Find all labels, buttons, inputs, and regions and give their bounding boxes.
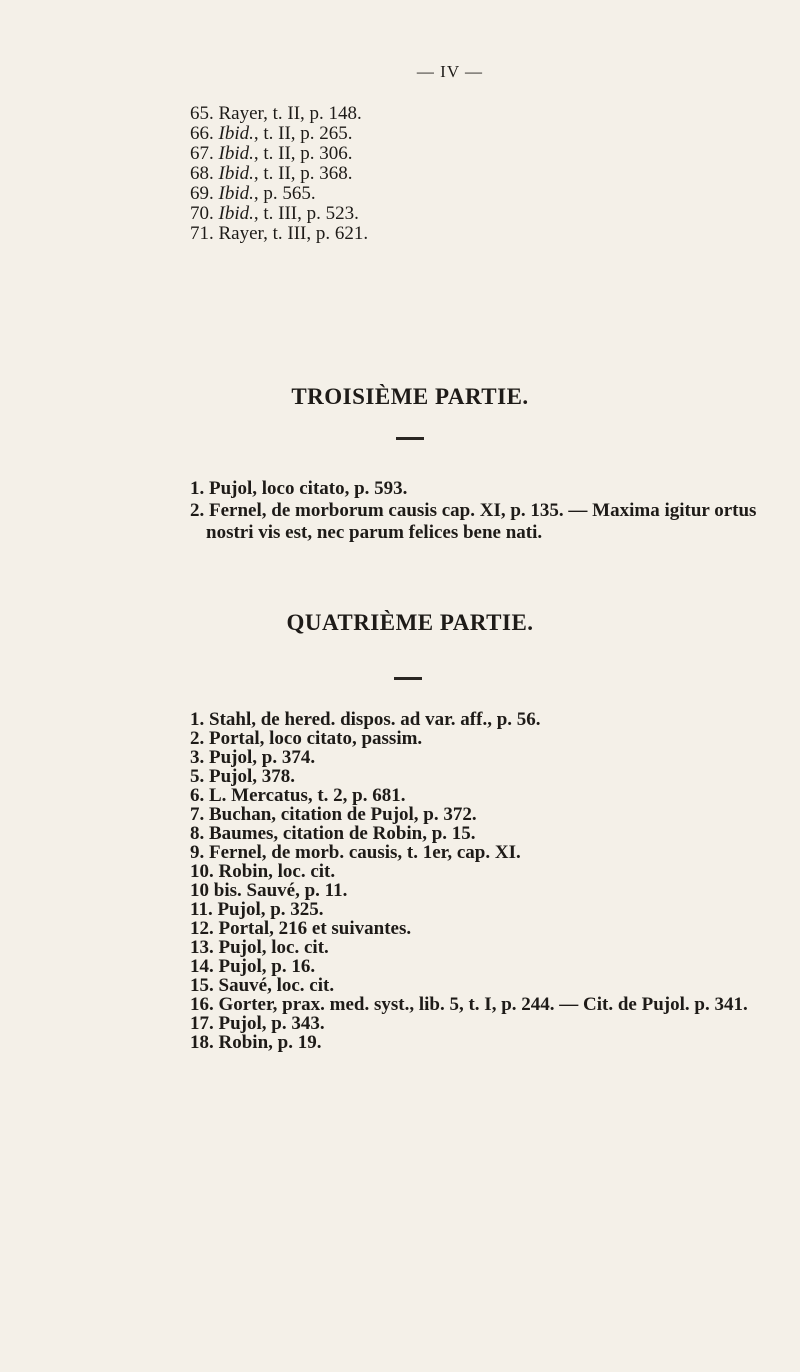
list-item: 1. Pujol, loco citato, p. 593. [190, 478, 408, 499]
list-item: 69. Ibid., p. 565. [190, 183, 316, 204]
section-title-part4: QUATRIÈME PARTIE. [286, 610, 534, 635]
list-item: 15. Sauvé, loc. cit. [190, 975, 335, 996]
list-item: 70. Ibid., t. III, p. 523. [190, 203, 359, 224]
list-item: 16. Gorter, prax. med. syst., lib. 5, t. I, p. 244. — Cit. de Pujol. p. 341. [190, 994, 748, 1015]
section-divider [394, 677, 422, 680]
list-item: 67. Ibid., t. II, p. 306. [190, 143, 353, 164]
list-item: 2. Fernel, de morborum causis cap. XI, p. 135. — Maxima igitur ortus nostri vis est, nec parum felices bene nati. [190, 500, 757, 543]
list-item: 7. Buchan, citation de Pujol, p. 372. [190, 804, 477, 825]
list-item: 66. Ibid., t. II, p. 265. [190, 123, 353, 144]
list-item: 68. Ibid., t. II, p. 368. [190, 163, 353, 184]
list-item: 12. Portal, 216 et suivantes. [190, 918, 412, 939]
part3-notes [190, 478, 770, 544]
section-title-part3: TROISIÈME PARTIE. [291, 384, 529, 409]
running-head: — IV — [416, 62, 484, 81]
list-item: 14. Pujol, p. 16. [190, 956, 316, 977]
list-item: 8. Baumes, citation de Robin, p. 15. [190, 823, 476, 844]
list-item: 6. L. Mercatus, t. 2, p. 681. [190, 785, 406, 806]
list-item: 1. Stahl, de hered. dispos. ad var. aff., p. 56. [190, 709, 541, 730]
list-item: 9. Fernel, de morb. causis, t. 1er, cap. XI. [190, 842, 521, 863]
list-item: 2. Portal, loco citato, passim. [190, 728, 423, 749]
list-item: 65. Rayer, t. II, p. 148. [190, 103, 362, 124]
top-list [190, 104, 770, 244]
list-item: 10 bis. Sauvé, p. 11. [190, 880, 348, 901]
list-item: 3. Pujol, p. 374. [190, 747, 316, 768]
list-item: 11. Pujol, p. 325. [190, 899, 324, 920]
list-item: 71. Rayer, t. III, p. 621. [190, 223, 369, 244]
list-item: 17. Pujol, p. 343. [190, 1013, 325, 1034]
list-item: 10. Robin, loc. cit. [190, 861, 336, 882]
section-divider [396, 437, 424, 440]
list-item: 5. Pujol, 378. [190, 766, 296, 787]
list-item: 13. Pujol, loc. cit. [190, 937, 329, 958]
part4-notes [190, 710, 770, 1052]
list-item: 18. Robin, p. 19. [190, 1032, 322, 1053]
